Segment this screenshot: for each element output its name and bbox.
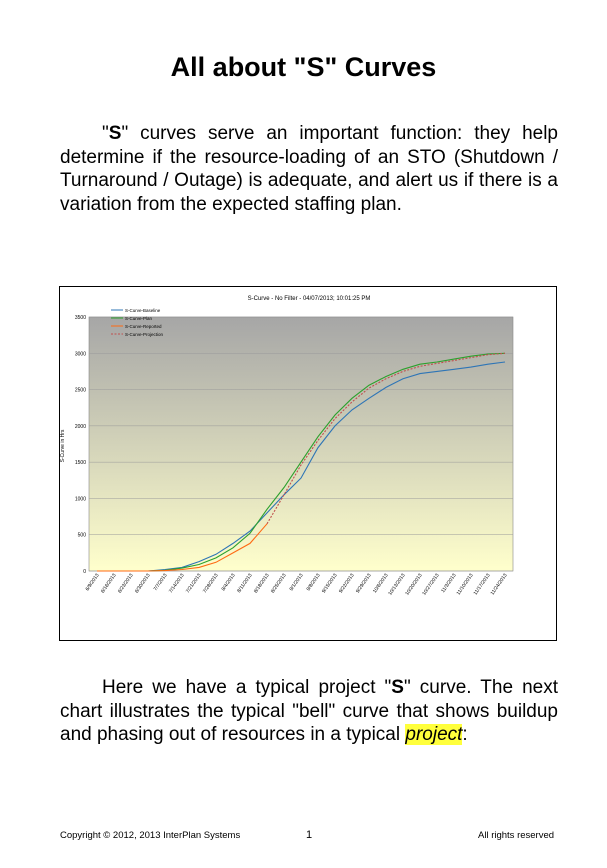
x-tick-label: 9/22/2013 xyxy=(337,572,356,595)
y-tick-label: 2000 xyxy=(74,423,86,430)
x-tick-label: 8/11/2013 xyxy=(236,572,254,595)
intro-paragraph xyxy=(60,122,558,216)
x-tick-label: 7/7/2013 xyxy=(152,572,169,593)
x-tick-label: 9/8/2013 xyxy=(305,572,322,593)
s-curve-chart xyxy=(59,286,557,641)
footer-page-number: 1 xyxy=(306,829,313,841)
y-tick-label: 1000 xyxy=(74,496,86,503)
x-tick-label: 8/4/2013 xyxy=(220,572,237,593)
x-tick-label: 10/13/2013 xyxy=(387,572,407,597)
intro-quote-open: " xyxy=(102,123,109,144)
x-tick-label: 6/16/2013 xyxy=(99,572,118,595)
highlighted-word: project xyxy=(405,724,463,745)
legend-label: S-Curve-Plan xyxy=(125,315,153,321)
y-tick-label: 2500 xyxy=(74,387,86,394)
footer-copyright: Copyright © 2012, 2013 InterPlan Systems xyxy=(60,830,241,841)
intro-text: " curves serve an important function: they help determine if the resource-loading of an STO (Shutdown / Turnaround / Outage) is adequate, and alert us if there is a variation from the expected staffing plan. xyxy=(60,123,558,215)
x-tick-label: 7/14/2013 xyxy=(167,572,186,595)
y-tick-label: 3500 xyxy=(74,315,86,321)
x-tick-label: 9/29/2013 xyxy=(354,572,373,595)
y-tick-label: 1500 xyxy=(74,460,86,467)
x-tick-label: 10/20/2013 xyxy=(404,572,424,597)
outro-paragraph xyxy=(60,676,558,747)
x-tick-label: 7/21/2013 xyxy=(184,572,203,595)
page-title: All about "S" Curves xyxy=(170,52,437,82)
legend-label: S-Curve-Reported xyxy=(125,323,162,329)
x-tick-label: 9/1/2013 xyxy=(288,572,305,593)
x-tick-label: 8/18/2013 xyxy=(252,572,271,595)
x-tick-label: 11/10/2013 xyxy=(455,572,475,597)
x-tick-label: 8/25/2013 xyxy=(269,572,288,595)
y-tick-label: 500 xyxy=(77,532,86,539)
footer-rights: All rights reserved xyxy=(478,830,555,841)
x-tick-label: 11/24/2013 xyxy=(489,572,509,597)
y-axis-label: S-Curve in Hrs xyxy=(60,429,66,463)
outro-bold-letter: S xyxy=(391,677,404,698)
x-tick-label: 11/3/2013 xyxy=(440,572,458,595)
y-tick-label: 3000 xyxy=(74,351,86,358)
legend-label: S-Curve-Projection xyxy=(125,331,164,337)
chart-title: S-Curve - No Filter - 04/07/2013; 10:01:25 PM xyxy=(247,296,371,302)
y-tick-label: 0 xyxy=(83,569,86,575)
outro-text-after: : xyxy=(462,724,468,745)
x-tick-label: 9/15/2013 xyxy=(320,572,339,595)
legend-label: S-Curve-Baseline xyxy=(125,307,161,313)
x-tick-label: 11/17/2013 xyxy=(472,572,492,597)
intro-bold-letter: S xyxy=(108,123,122,144)
x-tick-label: 6/23/2013 xyxy=(116,572,135,595)
x-tick-label: 10/27/2013 xyxy=(421,572,441,597)
outro-text-middle: " curve. The next chart illustrates the typical "bell" curve that shows buildup and phasing out of resources in a typical xyxy=(60,677,558,745)
x-tick-label: 7/28/2013 xyxy=(201,572,220,595)
x-tick-label: 6/9/2013 xyxy=(84,572,101,593)
x-tick-label: 10/6/2013 xyxy=(371,572,390,595)
outro-text-before: Here we have a typical project " xyxy=(102,677,392,698)
x-tick-label: 6/30/2013 xyxy=(133,572,152,595)
plot-area xyxy=(89,317,513,571)
